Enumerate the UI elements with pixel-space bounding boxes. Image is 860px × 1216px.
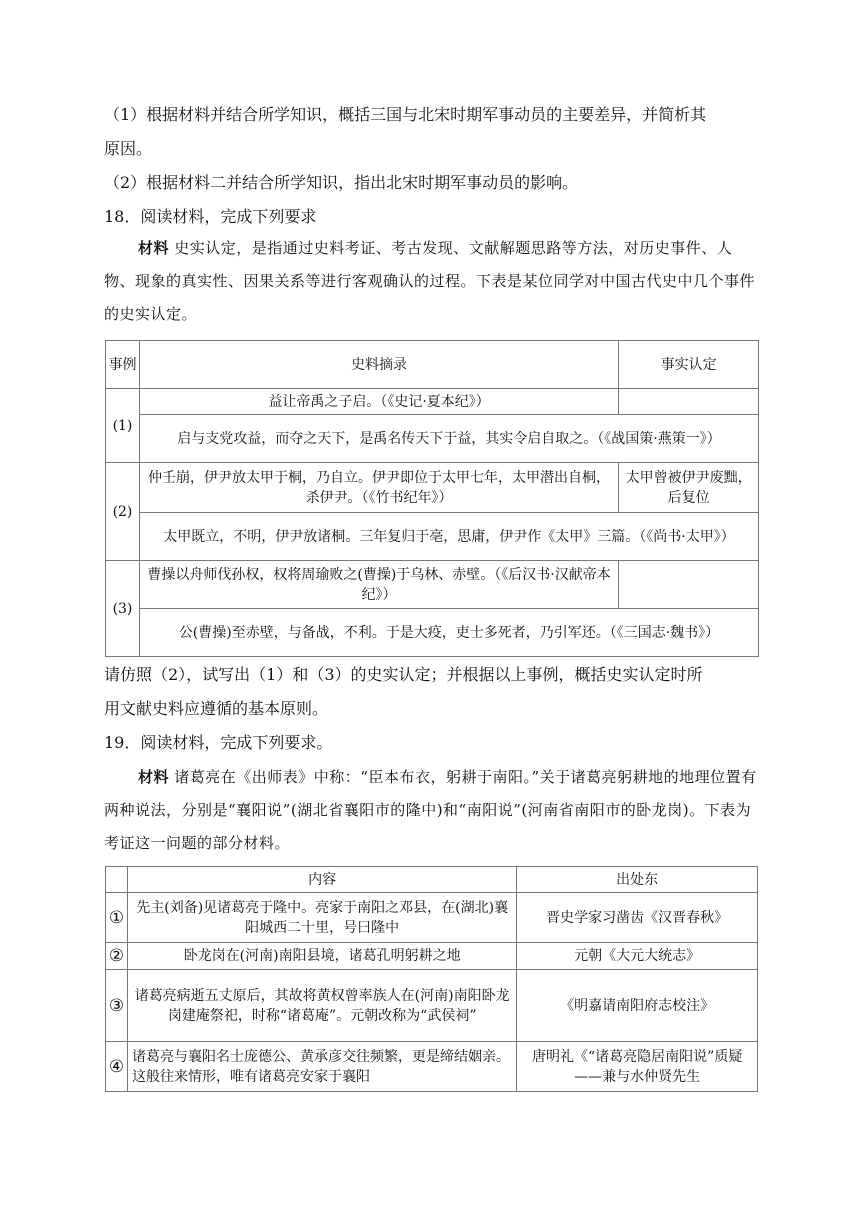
q18-table-header — [106, 341, 759, 389]
table-row — [106, 893, 758, 943]
excerpt-2a: 仲壬崩，伊尹放太甲于桐，乃自立。伊尹即位于太甲七年，太甲潜出自桐，杀伊尹。（《竹书纪年》） — [139, 463, 618, 513]
source-1: 晋史学家习凿齿《汉晋春秋》 — [517, 893, 758, 943]
row-number-1: ① — [106, 893, 128, 943]
q17-item2: （2）根据材料二并结合所学知识，指出北宋时期军事动员的影响。 — [104, 173, 579, 192]
table-row — [106, 415, 759, 463]
excerpt-1b: 启与支党攻益，而夺之天下，是禹名传天下于益，其实令启自取之。（《战国策·燕策一》） — [139, 415, 758, 463]
q18-material-label: 材料 — [138, 239, 170, 257]
row-number-3: ③ — [106, 970, 128, 1042]
q19-heading: 19．阅读材料，完成下列要求。 — [104, 733, 333, 752]
q18-prompt-line2: 用文献史料应遵循的基本原则。 — [104, 699, 329, 718]
fact-3 — [619, 561, 759, 609]
table-row — [106, 513, 759, 561]
source-4: 唐明礼《“诸葛亮隐居南阳说”质疑——兼与水仲贤先生 — [517, 1042, 758, 1092]
header-source: 出处东 — [517, 867, 758, 893]
header-content: 内容 — [127, 867, 516, 893]
excerpt-2b: 太甲既立，不明，伊尹放诸桐。三年复归于亳，思庸，伊尹作《太甲》三篇。（《尚书·太甲》） — [139, 513, 758, 561]
q18-table — [105, 340, 759, 657]
q18-material — [104, 232, 759, 331]
row-number-2: ② — [106, 943, 128, 970]
row-number-4: ④ — [106, 1042, 128, 1092]
table-row — [106, 943, 758, 970]
case-1: (1) — [106, 389, 140, 463]
excerpt-1a: 益让帝禹之子启。（《史记·夏本纪》） — [139, 389, 618, 415]
source-3: 《明嘉请南阳府志校注》 — [517, 970, 758, 1042]
q18-heading: 18．阅读材料，完成下列要求 — [104, 207, 317, 226]
header-excerpt: 史料摘录 — [139, 341, 618, 389]
excerpt-3b: 公(曹操)至赤壁，与备战，不利。于是大疫，吏士多死者，乃引军还。（《三国志·魏书》） — [139, 609, 758, 657]
table-row — [106, 389, 759, 415]
q17-item1-line1: （1）根据材料并结合所学知识，概括三国与北宋时期军事动员的主要差异，并简析其 — [104, 105, 707, 124]
excerpt-3a: 曹操以舟师伐孙权，权将周瑜败之(曹操)于乌林、赤壁。（《后汉书·汉献帝本纪》） — [139, 561, 618, 609]
content-3: 诸葛亮病逝五丈原后，其故将黄权曾率族人在(河南)南阳卧龙岗建庵祭祀，时称“诸葛庵”。元朝改称为“武侯祠” — [127, 970, 516, 1042]
header-no — [106, 867, 128, 893]
table-row — [106, 561, 759, 609]
table-row — [106, 609, 759, 657]
source-2: 元朝《大元大统志》 — [517, 943, 758, 970]
content-2: 卧龙岗在(河南)南阳县境，诸葛孔明躬耕之地 — [127, 943, 516, 970]
table-row — [106, 463, 759, 513]
content-4: 诸葛亮与襄阳名士庞德公、黄承彦交往频繁，更是缔结姻亲。这般往来情形，唯有诸葛亮安家于襄阳 — [127, 1042, 516, 1092]
case-2: (2) — [106, 463, 140, 561]
header-case: 事例 — [106, 341, 140, 389]
q19-material-label: 材料 — [138, 768, 170, 786]
q18-material-text: 史实认定，是指通过史料考证、考古发现、文献解题思路等方法，对历史事件、人物、现象的真实性、因果关系等进行客观确认的过程。下表是某位同学对中国古代史中几个事件的史实认定。 — [104, 239, 756, 323]
table-row — [106, 970, 758, 1042]
q19-table-header — [106, 867, 758, 893]
content-1: 先主(刘备)见诸葛亮于隆中。亮家于南阳之邓县，在(湖北)襄阳城西二十里，号曰隆中 — [127, 893, 516, 943]
table-row — [106, 1042, 758, 1092]
q19-material — [104, 761, 759, 860]
q19-table — [105, 866, 758, 1092]
q18-prompt-line1: 请仿照（2），试写出（1）和（3）的史实认定；并根据以上事例，概括史实认定时所 — [104, 665, 703, 684]
case-3: (3) — [106, 561, 140, 657]
fact-2: 太甲曾被伊尹废黜，后复位 — [619, 463, 759, 513]
fact-1 — [619, 389, 759, 415]
q17-item1-line2: 原因。 — [104, 139, 153, 158]
header-fact: 事实认定 — [619, 341, 759, 389]
q19-material-text: 诸葛亮在《出师表》中称：“臣本布衣，躬耕于南阳。”关于诸葛亮躬耕地的地理位置有两种说法，分别是“襄阳说”(湖北省襄阳市的隆中)和“南阳说”(河南省南阳市的卧龙岗)。下表为考证这一问题的部分材料。 — [104, 768, 757, 852]
